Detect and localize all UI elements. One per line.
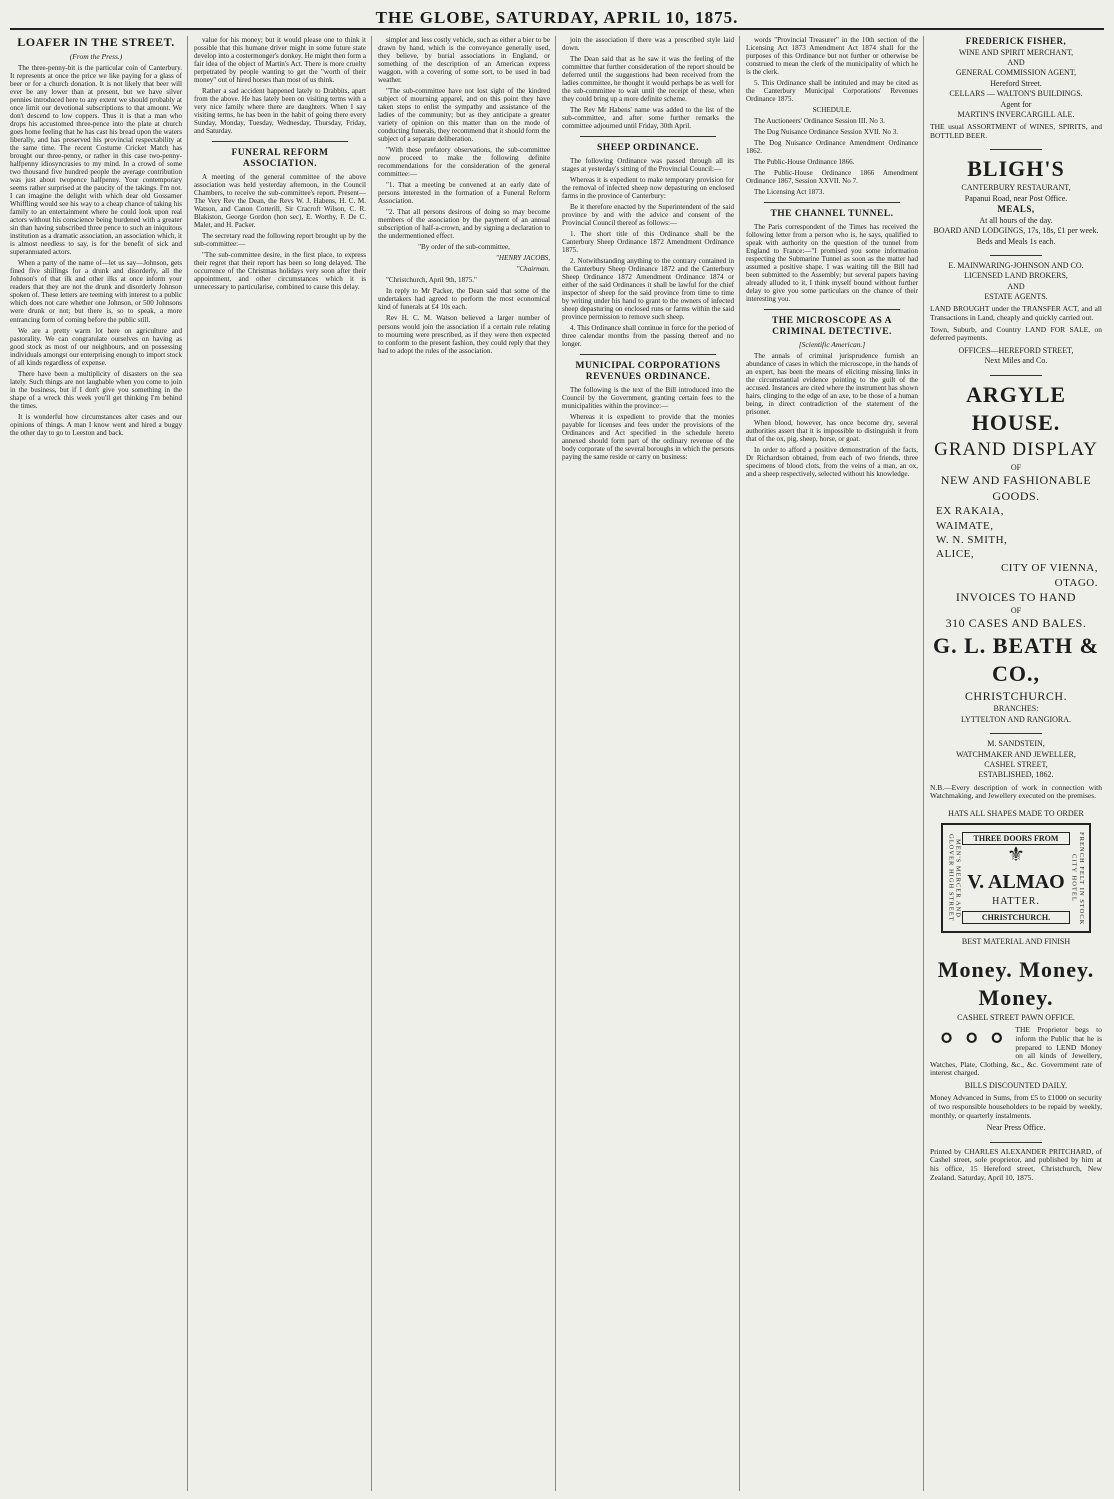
ad-fisher-cellars: CELLARS — WALTON'S BUILDINGS.	[949, 89, 1083, 99]
ad-almao	[930, 809, 1102, 948]
column-4	[562, 36, 740, 1491]
sheep-heading: SHEEP ORDINANCE.	[597, 143, 699, 154]
tunnel-para: The Paris correspondent of the Times has received the following letter from a person who is, he says, qualified to speak with authority on the question of the tunnel from England to France:—"I promised you some information respecting the Submarine Tunnel as soon as the matter had assumed a positive shape. I was waiting till the Bill had been submitted to the Assembly; but several papers having already alluded to it, I think myself bound without further delay to give you some particulars on the chance of their interesting you.	[746, 223, 918, 304]
loafer-heading: LOAFER IN THE STREET.	[17, 36, 175, 49]
ad-bligh-meals: MEALS,	[997, 204, 1035, 215]
columns	[10, 36, 1104, 1491]
ad-mainwaring-next: Next Miles and Co.	[984, 356, 1048, 366]
ad-mainwaring-transfer: LAND BROUGHT under the TRANSFER ACT, and all Transactions in Land, cheaply and quickly carried out.	[930, 304, 1102, 323]
ad-pawn-bills: BILLS DISCOUNTED DAILY.	[964, 1081, 1068, 1091]
micro-para: In order to afford a positive demonstration of the facts, Dr Richardson obtained, from each of two friends, three specimens of blood clots, from the veins of a man, an ox, and a sheep respectively, selected without his knowledge.	[746, 446, 918, 479]
col2-para: Rather a sad accident happened lately to Drabbits, apart from the above. He has lately been on visiting terms with a very nice family where there are daughters. When I say visiting terms, he has been in the habit of going there every Sunday, Monday, Tuesday, Wednesday, Thursday, Friday, and Saturday.	[194, 87, 366, 136]
ad-mainwaring-brokers: LICENSED LAND BROKERS,	[964, 271, 1068, 281]
loafer-para: We are a pretty warm lot here on agriculture and pastorality. We can congratulate ourselves on having as good stock as most of our neighbours, and on possessing individuals amongst our enterprising enough to import stock of all kinds regardless of expense.	[10, 326, 182, 367]
sheep-para: 2. Notwithstanding anything to the contrary contained in the Canterbury Sheep Ordinance 1872 and the Canterbury Sheep Ordinance 1872 Amendment Ordinance 1874 or either of the said Ordinances it shall be lawful for the chief inspector of sheep for the said province from time to time by writing under his hand to grant to the owners of infected sheep depasturing on enclosed runs or farms within the said province permission to remove such sheep.	[562, 257, 734, 322]
divider	[212, 141, 348, 142]
ad-argyle-cases: 310 CASES AND BALES.	[945, 615, 1087, 630]
schedule-item: The Auctioneers' Ordinance Session III. No 3.	[754, 117, 885, 126]
ad-bligh-board: BOARD AND LODGINGS, 17s, 18s, £1 per week.	[933, 226, 1099, 236]
ad-almao-right-text: FRENCH FELT IN STOCK CITY HOTEL	[1070, 831, 1085, 926]
ad-fisher-assortment: THE usual ASSORTMENT of WINES, SPIRITS, and BOTTLED BEER.	[930, 122, 1102, 141]
ad-argyle	[930, 381, 1102, 725]
ad-almao-caption-top: HATS ALL SHAPES MADE TO ORDER	[948, 808, 1084, 818]
funeral-para: "The sub-committee desire, in the first place, to express their regret that their report has been so long delayed. The occurrence of the Christmas holidays very soon after their appointment, and other circumstances which it is unnecessary to particularise, combined to cause this delay.	[194, 250, 366, 291]
ad-almao-caption: BEST MATERIAL AND FINISH	[961, 937, 1071, 947]
ad-argyle-ship: OTAGO.	[1054, 576, 1098, 589]
ad-bligh	[930, 155, 1102, 247]
ad-argyle-new: NEW AND FASHIONABLE	[940, 473, 1092, 488]
ad-pawn-text: THE Proprietor begs to inform the Public that he is prepared to LEND Money on all kinds of Jewellery, Watches, Plate, Clothing, &c., &c. Government rate of interest charged.	[930, 1025, 1102, 1078]
ad-argyle-city: CHRISTCHURCH.	[964, 688, 1068, 703]
column-1	[10, 36, 188, 1491]
ad-almao-bottom: CHRISTCHURCH.	[962, 911, 1071, 924]
ad-pawn-heading: Money. Money. Money.	[937, 956, 1095, 1011]
ad-sandstein-nb: N.B.—Every description of work in connection with Watchmaking, and Jewellery executed on the premises.	[930, 782, 1102, 801]
ad-divider	[990, 149, 1042, 150]
col3-para: "1. That a meeting be convened at an early date of persons interested in the formation of a Funeral Reform Association.	[378, 181, 550, 206]
col4-para: join the association if there was a prescribed style laid down.	[562, 36, 734, 53]
col3-para: simpler and less costly vehicle, such as either a bier to be drawn by hand, which is the conveyance generally used, they believe, by burial associations in England, or something of the description of an American express waggon, with a covering of some sort, to be used in bad weather.	[378, 36, 550, 85]
micro-source: [Scientific American.]	[798, 339, 866, 349]
ad-pawn-office: CASHEL STREET PAWN OFFICE.	[957, 1012, 1075, 1022]
loafer-para: The three-penny-bit is the particular coin of Canterbury. It represents at once the price we like paying for a glass of beer or for a church donation. It is not likely that beer will ever be any lower than at present, but we have silver pennies introduced here to any extent we should probably at once limit our devotional subscriptions to that amount. We don't descend to low coppers. Thus it is that a man who drops his accustomed three-pence into the plate at church goes home feeling that he has cast his bread upon the waters liberally, and has preserved his provincial respectability at the same time. The recent Costume Cricket Match has brought our three-penny, or rather in this case two-penny-halfpenny idiosyncrasies to my mind. In a crowd of some two thousand five hundred people the average contribution was just about twopence halfpenny. Your contemporary seems rather surprised at the paucity of the takings. I'm not. I can imagine the delight with which dear old Gossamer Whiffling would see his way to a cheap chance of taking his family to an entertainment where he could look upon real actors without his conscience being burdened with a greater sin than having subscribed three pence to such an iniquitous institution as a dramatic association, an association which, it is almost needless to say, is for the benefit of sick and superannuated actors.	[10, 64, 182, 257]
schedule-title: SCHEDULE.	[812, 106, 852, 115]
ad-argyle-ship: ALICE,	[936, 548, 975, 561]
ad-fisher-agent: GENERAL COMMISSION AGENT,	[955, 68, 1077, 78]
ad-argyle-ship: EX RAKAIA,	[936, 505, 1004, 518]
column-5	[746, 36, 924, 1491]
ad-almao-box	[941, 823, 1091, 933]
column-ads	[930, 36, 1102, 1491]
loafer-source: (From the Press.)	[69, 51, 123, 61]
ad-argyle-of2: OF	[1010, 605, 1022, 615]
ad-argyle-invoices: INVOICES TO HAND	[955, 589, 1077, 604]
pawnbroker-balls-icon: ⚬⚬⚬	[934, 1023, 1010, 1057]
signoff-name: "HENRY JACOBS,	[495, 254, 550, 263]
col5-para: words "Provincial Treasurer" in the 10th section of the Licensing Act 1873 Amendment Act 1874 shall for the purposes of this Ordinance but not further or otherwise be construed to mean the clerk of the municipality of which he is the clerk.	[746, 36, 918, 77]
col3-para: "With these prefatory observations, the sub-committee now proceed to make the following definite recommendations for the consideration of the general committee:—	[378, 146, 550, 179]
column-2	[194, 36, 372, 1491]
funeral-heading: FUNERAL REFORM ASSOCIATION.	[231, 148, 329, 169]
micro-para: The annals of criminal jurisprudence furnish an abundance of cases in which the microscope, in the hands of an expert, has been the means of eliciting missing links in the circumstantial evidence pointing to the guilt of the accused. Instances are cited where the instrument has shown hairs, clinging to the edge of an axe, to be those of a human being, in direct contradiction of the statement of the prisoner.	[746, 352, 918, 417]
micro-heading: THE MICROSCOPE AS A CRIMINAL DETECTIVE.	[771, 316, 893, 337]
muni-para: Whereas it is expedient to provide that the monies payable for licenses and fees under the provisions of the Ordinances and Act specified in the schedule hereto annexed should form part of the ordinary revenue of the body corporate of the several boroughs in which the persons paying the same reside or carry on business:	[562, 412, 734, 461]
col3-after: In reply to Mr Packer, the Dean said that some of the undertakers had agreed to perform the most economical kind of funerals at £4 10s each.	[378, 287, 550, 312]
ad-sandstein-est: ESTABLISHED, 1862.	[978, 770, 1054, 780]
tunnel-heading: THE CHANNEL TUNNEL.	[770, 209, 894, 220]
ad-fisher	[930, 36, 1102, 141]
ad-fisher-ale: MARTIN'S INVERCARGILL ALE.	[957, 110, 1075, 120]
divider	[764, 202, 900, 203]
ad-sandstein-street: CASHEL STREET,	[984, 759, 1048, 769]
ad-argyle-ship: CITY OF VIENNA,	[1000, 562, 1098, 575]
col3-para: "The sub-committee have not lost sight of the kindred subject of mourning apparel, and on this point they have taken steps to enlist the sympathy and assistance of the ladies of the community; but as they anticipate a greater variety of opinion on this matter than on the mode of conducting funerals, they recommend that it should form the subject of a separate deliberation.	[378, 87, 550, 144]
micro-para: When blood, however, has once become dry, several authorities assert that it is impossible to distinguish it from that of the ox, pig, sheep, horse, or goat.	[746, 419, 918, 444]
col2-para: value for his money; but it would please one to think it possible that this humane driver might in some future state develop into a costermonger's donkey. He might then form a fair idea of the object of Martin's Act. There is more cruelty perpetrated by people wanting to get the "worth of their money" out of hired horses than most of us think.	[194, 36, 366, 85]
ad-mainwaring-offices: OFFICES—HEREFORD STREET,	[958, 345, 1074, 355]
ad-fisher-trade: WINE AND SPIRIT MERCHANT,	[958, 47, 1074, 57]
ad-argyle-branch-list: LYTTELTON AND RANGIORA.	[960, 714, 1072, 724]
ad-sandstein-trade: WATCHMAKER AND JEWELLER,	[956, 749, 1076, 759]
sheep-para: 1. The short title of this Ordinance shall be the Canterbury Sheep Ordinance 1872 Amendment Ordinance 1875.	[562, 230, 734, 255]
ad-argyle-of: OF	[1010, 462, 1022, 472]
column-3	[378, 36, 556, 1491]
ad-pawn	[930, 956, 1102, 1134]
ad-mainwaring	[930, 261, 1102, 367]
funeral-para: A meeting of the general committee of the above association was held yesterday afternoon, in the Council Chambers, to receive the sub-committee's report. Present—The Very Rev the Dean, the Revs W. J. Habens, H. C. M. Watson, and Canon Cotterill, Sir Cracroft Wilson, C. R. Blakiston, George Gordon (hon sec), E. Worthy, F. De C. Malet, and H. Packer.	[194, 172, 366, 229]
schedule-item: The Dog Nuisance Ordinance Amendment Ordinance 1862.	[746, 139, 918, 156]
ad-almao-left-text: MEN'S MERCER AND GLOVER HIGH STREET	[947, 834, 962, 923]
ad-sandstein-name: M. SANDSTEIN,	[987, 739, 1045, 749]
ad-divider	[990, 733, 1042, 734]
schedule-item: The Public-House Ordinance 1866.	[754, 158, 855, 167]
divider	[580, 354, 716, 355]
schedule-item: The Dog Nuisance Ordinance Session XVII. No 3.	[754, 128, 899, 137]
ad-mainwaring-estate: ESTATE AGENTS.	[984, 292, 1048, 302]
schedule-item: The Public-House Ordinance 1866 Amendment Ordinance 1867, Session XXVII. No 7.	[746, 169, 918, 186]
col5-para: 5. This Ordinance shall be intituled and may be cited as the Canterbury Municipal Corporations' Revenues Ordinance 1875.	[746, 79, 918, 104]
muni-heading: MUNICIPAL CORPORATIONS REVENUES ORDINANCE.	[575, 361, 721, 382]
ad-argyle-ship: W. N. SMITH,	[936, 533, 1008, 546]
masthead-title: THE GLOBE, SATURDAY, APRIL 10, 1875.	[375, 8, 739, 27]
ad-mainwaring-and: AND	[1007, 281, 1025, 291]
ad-almao-name: V. ALMAO	[967, 871, 1065, 894]
ad-argyle-house: ARGYLE HOUSE.	[965, 381, 1067, 436]
divider	[764, 309, 900, 310]
ad-fisher-and: AND	[1007, 58, 1025, 68]
divider	[580, 136, 716, 137]
sheep-para: Be it therefore enacted by the Superintendent of the said province by and with the advice and consent of the Provincial Council thereof as follows:—	[562, 202, 734, 228]
signoff-line: "By order of the sub-committee,	[418, 243, 510, 252]
schedule-item: The Licensing Act 1873.	[754, 188, 825, 197]
ad-bligh-address: Papanui Road, near Post Office.	[964, 193, 1068, 203]
ad-almao-top: THREE DOORS FROM	[962, 832, 1071, 845]
crest-icon: ⚜	[1007, 844, 1025, 867]
col3-after: Rev H. C. M. Watson believed a larger number of persons would join the association if a certain rule relating to mourning were prescribed, as if they were then expected to conform to the present fashion, they could reply that they had to adopt the rules of the association.	[378, 314, 550, 355]
ad-fisher-street: Hereford Street.	[990, 78, 1042, 88]
ad-argyle-branches: BRANCHES:	[993, 704, 1039, 714]
ad-fisher-agentfor: Agent for	[1000, 99, 1032, 109]
col4-para: The Dean said that as he saw it was the feeling of the committee that further consideration of the report should be deferred until the suggestions had been received from the ladies committee, he thought it would perhaps be as well for the sub-committee to wait until the receipt of these, when they could bring up a more definite scheme.	[562, 55, 734, 104]
sheep-para: The following Ordinance was passed through all its stages at yesterday's sitting of the Provincial Council:—	[562, 156, 734, 173]
col3-para: "2. That all persons desirous of doing so may become members of the association by the payment of an annual subscription of half-a-crown, and by signing a declaration to the undermentioned effect.	[378, 208, 550, 241]
ad-divider	[990, 375, 1042, 376]
ad-almao-trade: HATTER.	[992, 895, 1040, 907]
ad-divider	[990, 255, 1042, 256]
ad-almao-center	[962, 832, 1071, 924]
loafer-para: There have been a multiplicity of disasters on the sea lately. Such things are not laughable when you come to join in the business, but if I don't give you something in the shape of a wreck this week you'll get thinking I'm behind the times.	[10, 369, 182, 410]
ad-divider	[990, 1142, 1042, 1143]
ad-bligh-restaurant: CANTERBURY RESTAURANT,	[961, 183, 1071, 193]
ad-sandstein	[930, 739, 1102, 801]
ad-pawn-near: Near Press Office.	[986, 1123, 1046, 1133]
ad-argyle-display: GRAND DISPLAY	[934, 438, 1098, 460]
sheep-para: Whereas it is expedient to make temporary provision for the removal of infected sheep now depasturing on enclosed farms in the province of Canterbury:	[562, 175, 734, 200]
ad-bligh-hours: At all hours of the day.	[979, 215, 1053, 225]
imprint: Printed by CHARLES ALEXANDER PRITCHARD, of Cashel street, sole proprietor, and published by him at his office, 15 Hereford street, Christchurch, New Zealand. Saturday, April 10, 1875.	[930, 1146, 1102, 1182]
ad-pawn-advance: Money Advanced in Sums, from £5 to £1000 on security of two responsible householders to be repaid by weekly, monthly, or quarterly instalments.	[930, 1093, 1102, 1120]
masthead	[10, 8, 1104, 30]
ad-argyle-beath: G. L. BEATH & CO.,	[932, 632, 1099, 687]
ad-bligh-beds: Beds and Meals 1s each.	[976, 236, 1056, 246]
signoff-date: "Christchurch, April 9th, 1875."	[386, 276, 477, 285]
ad-argyle-ship: WAIMATE,	[936, 519, 994, 532]
sheep-para: 4. This Ordinance shall continue in force for the period of three calendar months from the passing thereof and no longer.	[562, 324, 734, 349]
col4-para: The Rev Mr Habens' name was added to the list of the sub-committee, and after some further remarks the committee adjourned until Friday, 30th April.	[562, 106, 734, 131]
ad-fisher-name: FREDERICK FISHER,	[965, 36, 1067, 46]
loafer-para: It is wonderful how circumstances alter cases and our opinions of things. A man I know went and hired a buggy the other day to go to Leeston and back.	[10, 412, 182, 437]
loafer-para: When a party of the name of—let us say—Johnson, gets fined five shillings for a drunk and disorderly, all the Johnson's of that ilk and other ilks at once inform your readers that they are not the drunk and disorderly Johnson spoken of. These letters are teeming with interest to a public which does not care whether one Johnson, or 500 Johnsons were drunk or not; but there is, so to speak, a more entrancing form of coming before the public still.	[10, 259, 182, 324]
ad-bligh-name: BLIGH'S	[967, 155, 1065, 181]
ad-argyle-goods: GOODS.	[992, 488, 1040, 503]
ad-mainwaring-name: E. MAINWARING-JOHNSON AND CO.	[948, 260, 1084, 270]
funeral-para: The secretary read the following report brought up by the sub-committee:—	[194, 231, 366, 248]
signoff-title: "Chairman.	[516, 265, 550, 274]
ad-mainwaring-sale: Town, Suburb, and Country LAND FOR SALE, on deferred payments.	[930, 324, 1102, 343]
muni-para: The following is the text of the Bill introduced into the Council by the Government, granting certain fees to the municipalities within the province:—	[562, 385, 734, 410]
